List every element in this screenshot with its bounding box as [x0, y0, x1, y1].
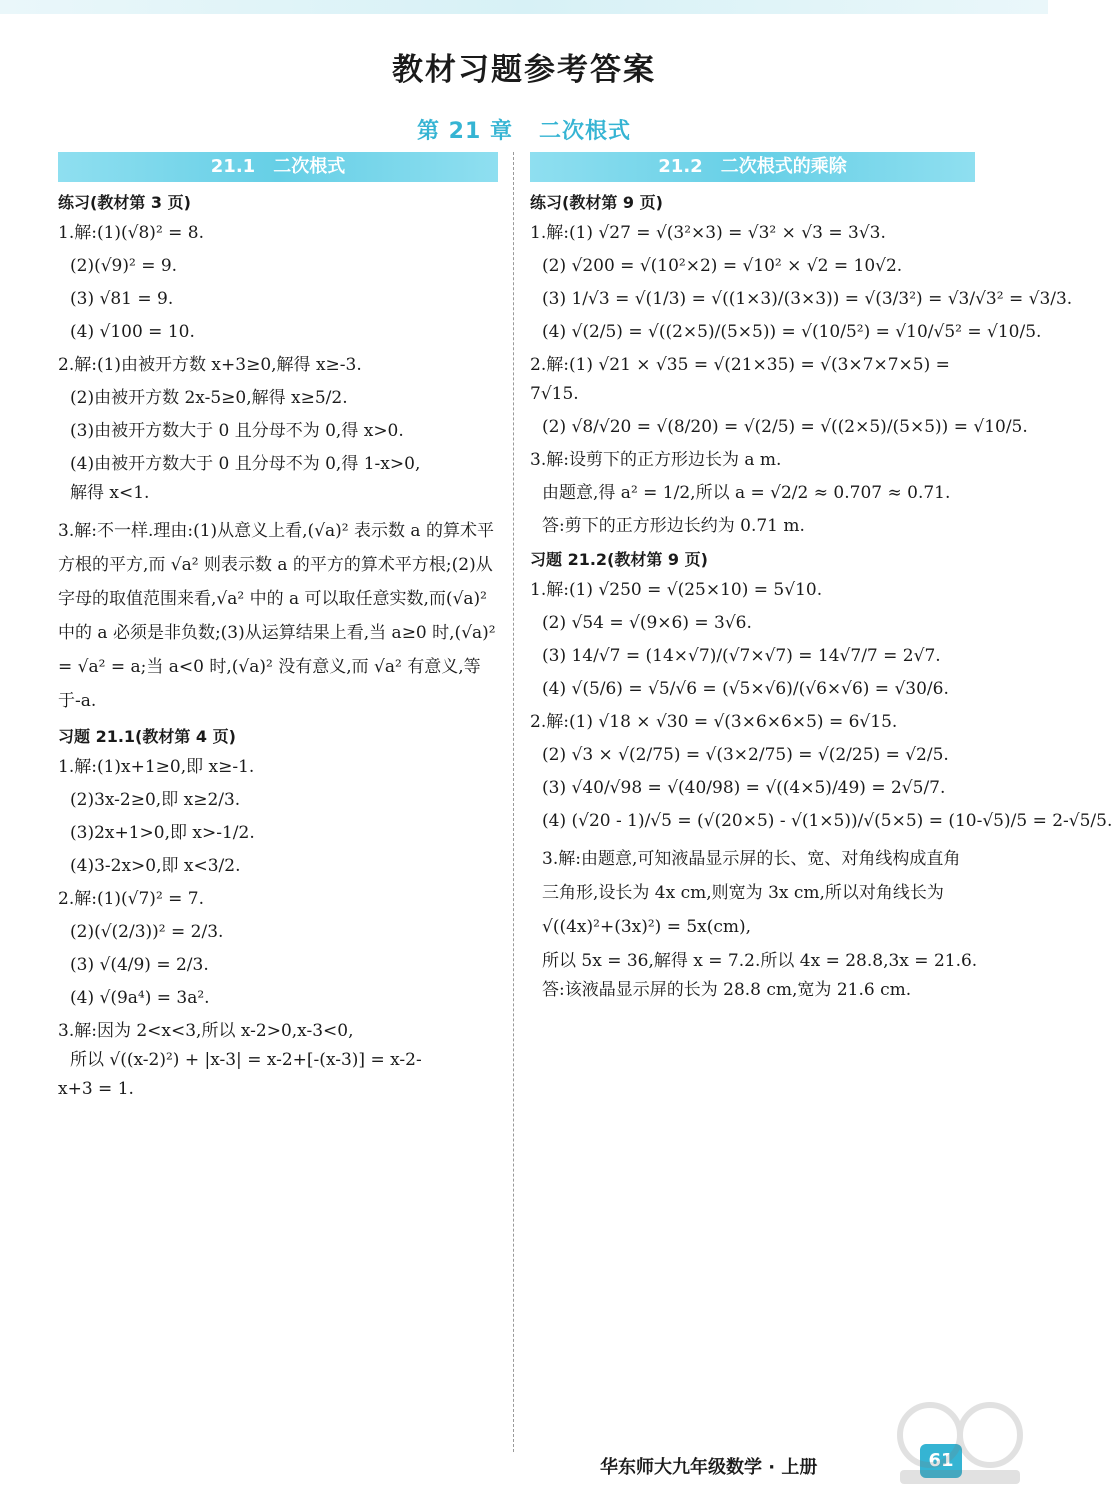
answer-line: 2.解:(1) √18 × √30 = √(3×6×6×5) = 6√15.: [530, 712, 898, 732]
answer-line: (3) 14/√7 = (14×√7)/(√7×√7) = 14√7/7 = 2√7.: [542, 646, 941, 666]
book-footer: 华东师大九年级数学 · 上册: [600, 1457, 818, 1478]
answer-line: (3) √40/√98 = √(40/98) = √((4×5)/49) = 2√5/7.: [542, 778, 946, 798]
exercise-heading: 练习(教材第 3 页): [58, 193, 191, 212]
column-divider: [513, 152, 514, 1452]
section-banner: 21.2 二次根式的乘除: [530, 152, 975, 182]
watermark-logo-icon: [890, 1390, 1030, 1490]
answer-line: (4) √(5/6) = √5/√6 = (√5×√6)/(√6×√6) = √30/6.: [542, 679, 949, 699]
answer-line: x+3 = 1.: [58, 1079, 134, 1099]
top-decorative-strip: [0, 0, 1048, 14]
answer-line: (2) √200 = √(10²×2) = √10² × √2 = 10√2.: [542, 256, 903, 276]
answer-line: 3.解:不一样.理由:(1)从意义上看,(√a)² 表示数 a 的算术平方根的平方,而 √a² 则表示数 a 的平方的算术平方根;(2)从字母的取值范围来看,√a² 中的 a 可以取任意实数,而(√a)² 中的 a 必须是非负数;(3)从运算结果上看,当 a≥0 时,(√a)² = √a² = a;当 a<0 时,(√a)² 没有意义,而 √a² 有意义,等于-a.: [58, 521, 496, 711]
answer-line: 2.解:(1) √21 × √35 = √(21×35) = √(3×7×7×5) =: [530, 355, 950, 375]
answer-line: 答:剪下的正方形边长约为 0.71 m.: [542, 516, 805, 536]
answer-line: 3.解:由题意,可知液晶显示屏的长、宽、对角线构成直角三角形,设长为 4x cm,则宽为 3x cm,所以对角线长为 √((4x)²+(3x)²) = 5x(cm),: [542, 849, 961, 937]
right-answers: [530, 190, 1112, 1002]
answer-line: (3) 1/√3 = √(1/3) = √((1×3)/(3×3)) = √(3/3²) = √3/√3² = √3/3.: [542, 289, 1073, 309]
answer-line: 1.解:(1) √250 = √(25×10) = 5√10.: [530, 580, 823, 600]
answer-line: (2)由被开方数 2x-5≥0,解得 x≥5/2.: [70, 388, 348, 408]
answer-line: 2.解:(1)由被开方数 x+3≥0,解得 x≥-3.: [58, 355, 362, 375]
answer-line: (3)2x+1>0,即 x>-1/2.: [70, 823, 255, 843]
exercise-heading: 习题 21.1(教材第 4 页): [58, 727, 236, 746]
answer-line: 所以 √((x-2)²) + |x-3| = x-2+[-(x-3)] = x-2-: [70, 1050, 422, 1070]
answer-line: (3)由被开方数大于 0 且分母不为 0,得 x>0.: [70, 421, 404, 441]
answer-line: (4)由被开方数大于 0 且分母不为 0,得 1-x>0,: [70, 454, 421, 474]
exercise-heading: 习题 21.2(教材第 9 页): [530, 550, 708, 569]
chapter-name: 二次根式: [538, 119, 631, 144]
chapter-title: [0, 114, 1048, 145]
exercise-heading: 练习(教材第 9 页): [530, 193, 663, 212]
page-title: 教材习题参考答案: [392, 52, 656, 88]
answer-line: (4)3-2x>0,即 x<3/2.: [70, 856, 241, 876]
answer-line: (2)3x-2≥0,即 x≥2/3.: [70, 790, 241, 810]
answer-line: (3) √(4/9) = 2/3.: [70, 955, 209, 975]
answer-line: (2) √8/√20 = √(8/20) = √(2/5) = √((2×5)/(5×5)) = √10/5.: [542, 417, 1028, 437]
answer-line: 7√15.: [530, 384, 579, 404]
right-column: [530, 152, 1112, 1006]
answer-line: (4) √100 = 10.: [70, 322, 195, 342]
answer-line: (4) √(9a⁴) = 3a².: [70, 988, 210, 1008]
answer-line: (3) √81 = 9.: [70, 289, 174, 309]
answer-line: (2) √3 × √(2/75) = √(3×2/75) = √(2/25) = √2/5.: [542, 745, 949, 765]
left-column: [58, 152, 498, 1110]
left-answers: [58, 190, 498, 1101]
answer-line: (2) √54 = √(9×6) = 3√6.: [542, 613, 752, 633]
chapter-number: 第 21 章: [417, 119, 513, 144]
answer-line: (2)(√9)² = 9.: [70, 256, 178, 276]
answer-line: (2)(√(2/3))² = 2/3.: [70, 922, 224, 942]
answer-line: (4) (√20 - 1)/√5 = (√(20×5) - √(1×5))/√(5×5) = (10-√5)/5 = 2-√5/5.: [542, 811, 1112, 831]
answer-line: 1.解:(1) √27 = √(3²×3) = √3² × √3 = 3√3.: [530, 223, 886, 243]
answer-line: 解得 x<1.: [70, 483, 150, 503]
answer-line: 答:该液晶显示屏的长为 28.8 cm,宽为 21.6 cm.: [542, 980, 912, 1000]
answer-line: 由题意,得 a² = 1/2,所以 a = √2/2 ≈ 0.707 ≈ 0.71.: [542, 483, 951, 503]
answer-line: 3.解:因为 2<x<3,所以 x-2>0,x-3<0,: [58, 1021, 354, 1041]
answer-line: 所以 5x = 36,解得 x = 7.2.所以 4x = 28.8,3x = 21.6.: [542, 951, 978, 971]
answer-line: 3.解:设剪下的正方形边长为 a m.: [530, 450, 782, 470]
answer-line: 1.解:(1)x+1≥0,即 x≥-1.: [58, 757, 255, 777]
answer-line: 1.解:(1)(√8)² = 8.: [58, 223, 205, 243]
section-banner: 21.1 二次根式: [58, 152, 498, 182]
answer-line: 2.解:(1)(√7)² = 7.: [58, 889, 205, 909]
page-number: 61: [920, 1444, 962, 1478]
answer-line: (4) √(2/5) = √((2×5)/(5×5)) = √(10/5²) = √10/√5² = √10/5.: [542, 322, 1042, 342]
